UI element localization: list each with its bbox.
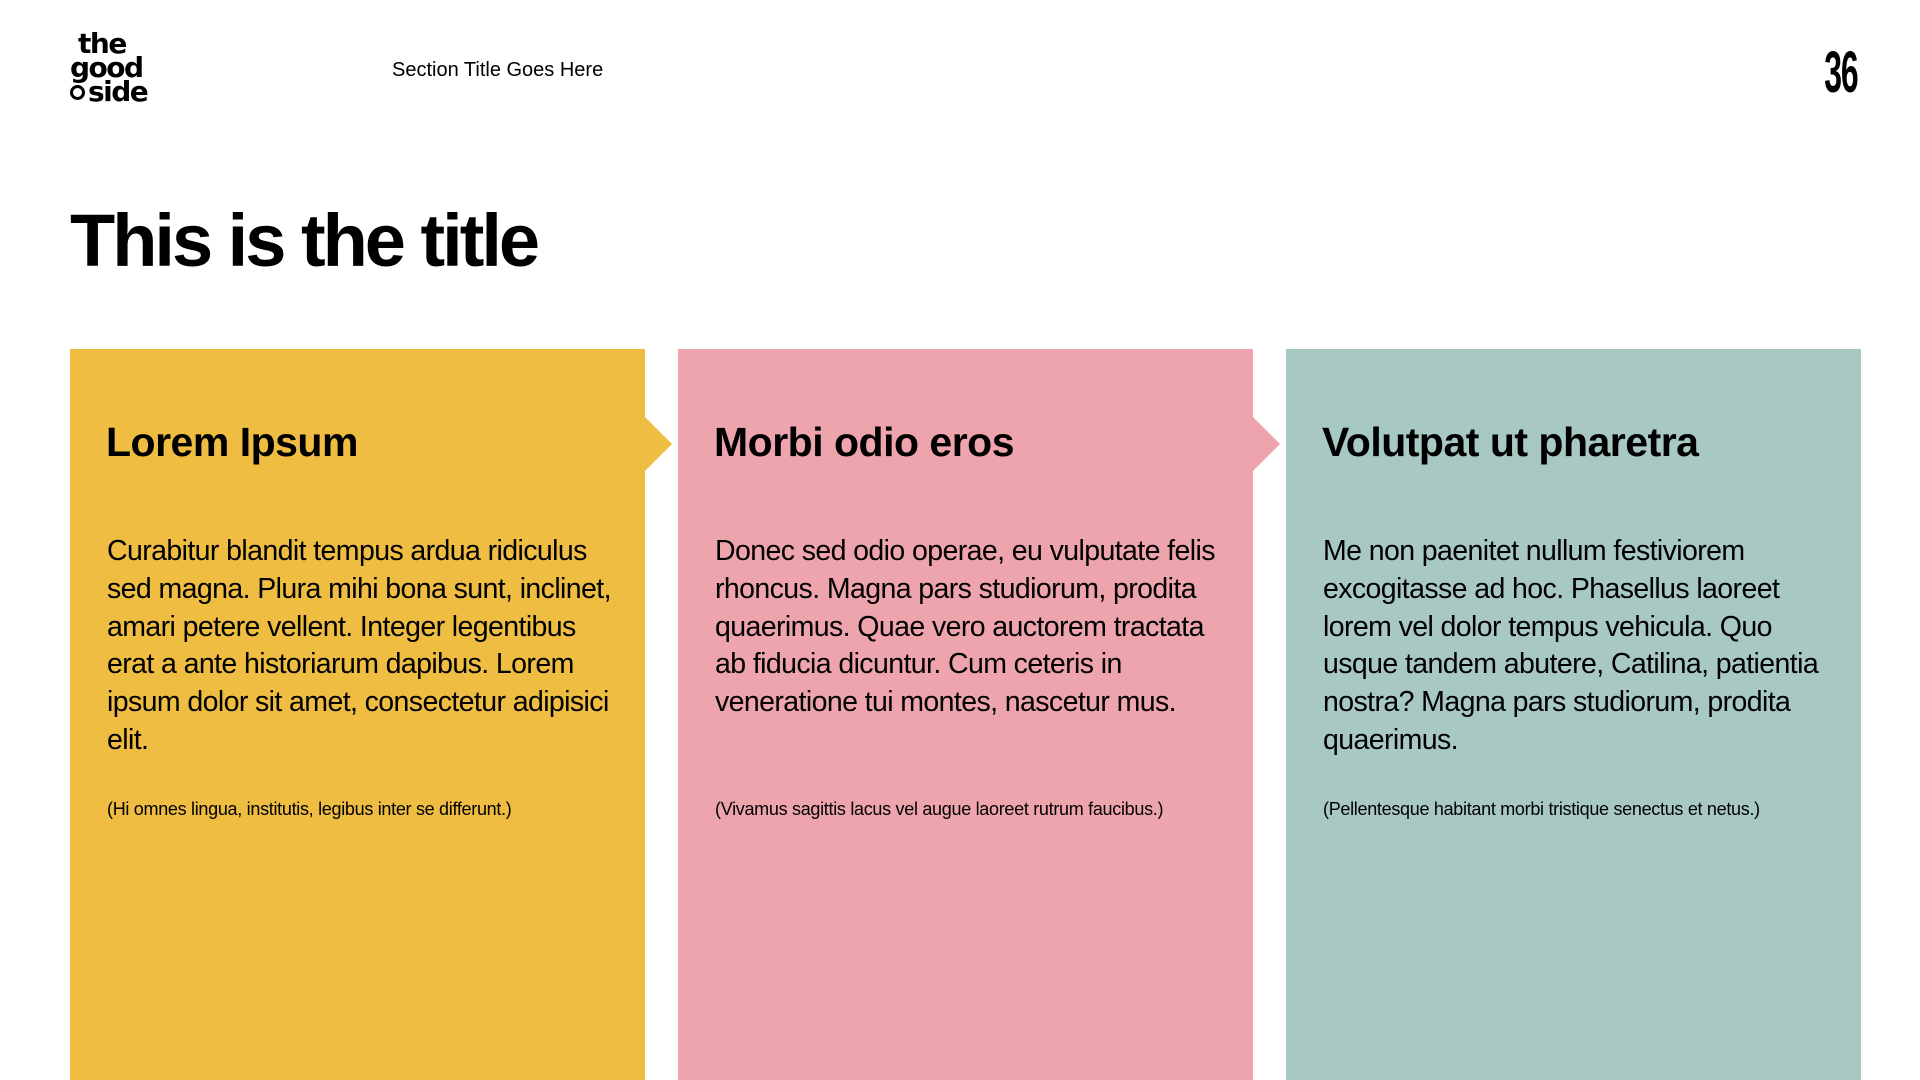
page-number: 36 <box>1824 40 1858 105</box>
card-heading: Volutpat ut pharetra <box>1322 419 1699 465</box>
card-note: (Vivamus sagittis lacus vel augue laoreet rutrum faucibus.) <box>715 799 1164 819</box>
brand-logo <box>70 27 150 108</box>
section-title: Section Title Goes Here <box>392 59 604 81</box>
card-morbi-odio-eros <box>678 349 1253 1080</box>
logo-word-side <box>70 75 150 108</box>
logo-word-the: the <box>78 27 126 60</box>
card-body: Me non paenitet nullum festiviorem excogitasse ad hoc. Phasellus laoreet lorem vel dolor tempus vehicula. Quo usque tandem abutere, Catilina, patientia nostra? Magna pars studiorum, prodita quaerimus. <box>1323 535 1819 756</box>
card-volutpat-ut-pharetra <box>1286 349 1861 1080</box>
card-note: (Pellentesque habitant morbi tristique senectus et netus.) <box>1323 799 1760 819</box>
logo-word-good: good <box>70 51 143 84</box>
logo-word-side-text: side <box>88 75 148 108</box>
card-body: Curabitur blandit tempus ardua ridiculus sed magna. Plura mihi bona sunt, inclinet, amari petere vellent. Integer legentibus erat a ante historiarum dapibus. Lorem ipsum dolor sit amet, consectetur adipisici elit. <box>107 535 611 756</box>
card-heading: Lorem Ipsum <box>106 419 358 465</box>
card-body: Donec sed odio operae, eu vulputate felis rhoncus. Magna pars studiorum, prodita quaerimus. Quae vero auctorem tractata ab fiducia dicuntur. Cum ceteris in veneratione tui montes, nascetur mus. <box>715 535 1215 719</box>
card-heading: Morbi odio eros <box>714 419 1014 465</box>
logo-ring-icon <box>70 85 85 100</box>
card-arrow-icon <box>1253 417 1280 471</box>
card-lorem-ipsum <box>70 349 645 1080</box>
page-title: This is the title <box>70 199 538 282</box>
card-arrow-icon <box>645 417 672 471</box>
card-note: (Hi omnes lingua, institutis, legibus inter se differunt.) <box>107 799 512 819</box>
